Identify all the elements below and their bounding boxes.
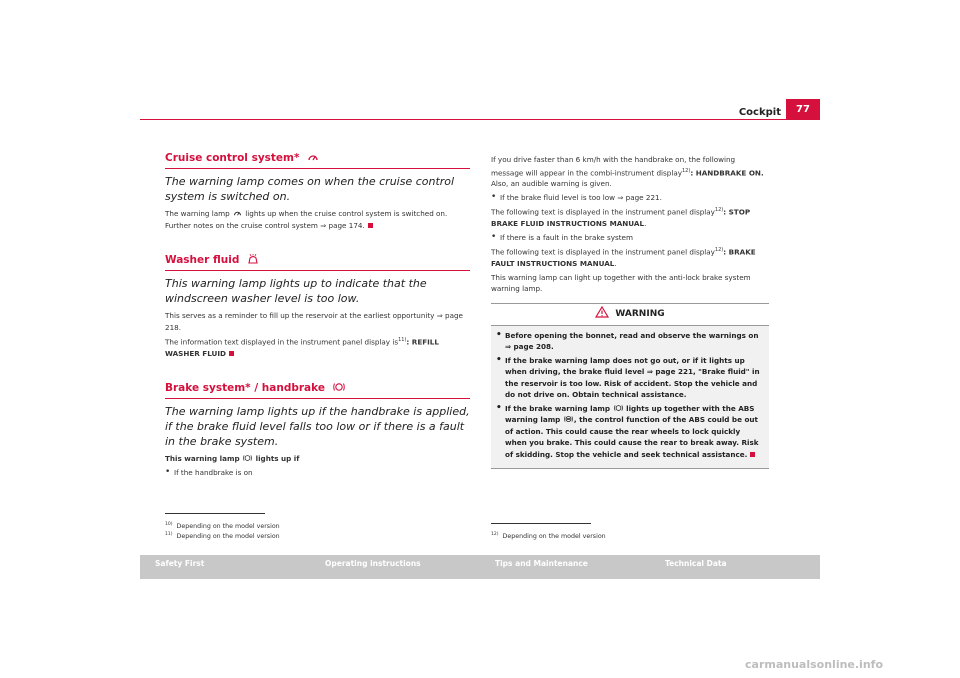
- tab-tips-and-maintenance[interactable]: Tips and Maintenance: [495, 559, 588, 568]
- section-subtitle-cruise-control: The warning lamp comes on when the cruise control system is switched on.: [165, 175, 455, 203]
- cruise-control-icon: [233, 209, 242, 217]
- list-item: • If the brake warning lamp does not go out, or if it lights up when driving, the brake fluid level ⇒ page 221, "Brake fluid" in the reservoir is too low. Risk of accident. Stop the vehicle and do not drive on. Obtain technical assistance.: [496, 355, 764, 401]
- page-number-badge: 77: [786, 99, 820, 119]
- warning-triangle-icon: [595, 306, 609, 318]
- section-title-cruise-control: Cruise control system*: [165, 151, 470, 169]
- right-column: [491, 154, 769, 469]
- footer-nav: [140, 555, 820, 579]
- list-item: • If the brake warning lamp lights up together with the ABS warning lamp , the control function of the ABS could be out of action. This could cause the rear wheels to lock quickly when you brake. This could cause the rear to break away. Risk of skidding. Stop the vehicle and seek technical assistance.: [496, 403, 764, 461]
- page-header-title: Cockpit: [738, 107, 781, 118]
- tab-operating-instructions[interactable]: Operating instructions: [325, 559, 421, 568]
- section-end-marker: [368, 223, 373, 228]
- list-item: • If the brake fluid level is too low ⇒ page 221.: [491, 192, 769, 204]
- brake-warning-icon: [243, 454, 252, 462]
- link-page-174[interactable]: ⇒ page 174.: [320, 220, 365, 230]
- brake-fault-display-text: The following text is displayed in the instrument panel display$^{12)}$: BRAKE FAULT INSTRUCTIONS MANUAL.: [491, 247, 756, 269]
- washer-fluid-text-2: The information text displayed in the instrument panel display $is^{11)}$: REFILL WASHER FLUID: [165, 337, 439, 358]
- section-title-washer-fluid: Washer fluid: [165, 253, 470, 271]
- washer-fluid-icon: [247, 254, 259, 264]
- left-column: [165, 151, 470, 480]
- footnote-10: $^{10)}$ Depending on the model version: [165, 522, 280, 531]
- watermark: carmanualsonline.info: [745, 658, 883, 671]
- brake-warning-icon: [333, 382, 345, 392]
- footnote-11: $^{11)}$ Depending on the model version: [165, 532, 280, 541]
- abs-combined-text: This warning lamp can light up together with the anti-lock brake system warning lamp.: [491, 272, 751, 294]
- section-subtitle-brake-system: The warning lamp lights up if the handbrake is applied, if the brake fluid level falls too low or if there is a fault in the brake system.: [165, 405, 470, 449]
- abs-warning-icon: [564, 415, 573, 423]
- section-title-brake-system: Brake system* / handbrake: [165, 381, 470, 399]
- washer-fluid-text-1: This serves as a reminder to fill up the reservoir at the earliest opportunity ⇒ page 218.: [165, 311, 463, 332]
- footnote-rule-left: [165, 513, 265, 514]
- warning-box: [491, 303, 769, 470]
- list-item: • If there is a fault in the brake system: [491, 232, 769, 244]
- cruise-control-icon: [307, 152, 319, 162]
- list-item: • If the handbrake is on: [165, 467, 470, 479]
- footnote-12: $^{12)}$ Depending on the model version: [491, 532, 606, 541]
- tab-technical-data[interactable]: Technical Data: [665, 559, 727, 568]
- section-end-marker: [229, 351, 234, 356]
- cruise-control-text: The warning lamp lights up when the cruise control system is switched on. Further notes on the cruise control system ⇒ page 174.: [165, 209, 448, 230]
- footnote-rule-right: [491, 523, 591, 524]
- section-subtitle-washer-fluid: This warning lamp lights up to indicate that the windscreen washer level is too low.: [165, 277, 427, 305]
- brake-lamp-intro: This warning lamp lights up if: [165, 454, 300, 464]
- tab-safety-first[interactable]: Safety First: [155, 559, 205, 568]
- list-item: • Before opening the bonnet, read and observe the warnings on ⇒ page 208.: [496, 330, 764, 353]
- brake-fluid-display-text: The following text is displayed in the instrument panel display$^{12)}$: STOP BRAKE FLUID INSTRUCTIONS MANUAL.: [491, 207, 751, 229]
- handbrake-message-text: If you drive faster than 6 km/h with the handbrake on, the following message will appear in the combi-instrument display$^{12)}$: HANDBRAKE ON. Also, an audible warning is given.: [491, 155, 764, 189]
- header-rule: [140, 119, 820, 120]
- section-end-marker: [750, 452, 755, 457]
- warning-title: WARNING: [491, 304, 769, 326]
- brake-warning-icon: [614, 404, 623, 412]
